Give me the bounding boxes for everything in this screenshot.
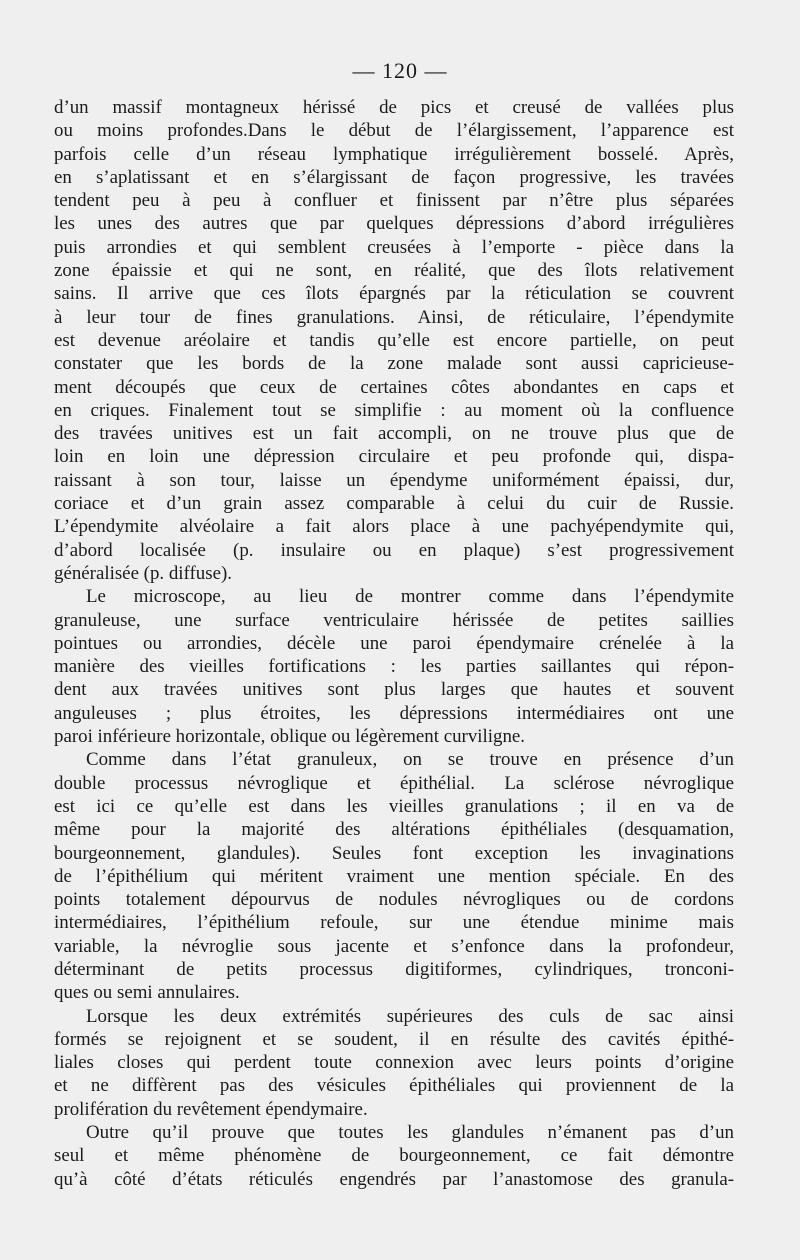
text-line: est devenue aréolaire et tandis qu’elle est encore partielle, on peut — [54, 329, 734, 351]
text-line: zone épaissie et qui ne sont, en réalité, que des îlots relativement — [54, 260, 734, 282]
text-line: Outre qu’il prouve que toutes les glandules n’émanent pas d’un — [86, 1122, 734, 1144]
paragraph — [54, 748, 734, 1004]
text-line: à leur tour de fines granulations. Ainsi, de réticulaire, l’épendymite — [54, 306, 734, 328]
paragraph — [54, 1005, 734, 1121]
text-line: Le microscope, au lieu de montrer comme dans l’épendymite — [86, 586, 734, 608]
text-line: puis arrondies et qui semblent creusées à l’emporte - pièce dans la — [54, 236, 734, 258]
text-line: en criques. Finalement tout se simplifie : au moment où la confluence — [54, 399, 734, 421]
text-line: points totalement dépourvus de nodules névrogliques ou de cordons — [54, 889, 734, 911]
text-line: liales closes qui perdent toute connexion avec leurs points d’origine — [54, 1052, 734, 1074]
text-line: Comme dans l’état granuleux, on se trouve en présence d’un — [86, 749, 734, 771]
text-line: généralisée (p. diffuse). — [54, 562, 232, 584]
text-line: manière des vieilles fortifications : les parties saillantes qui répon- — [54, 656, 734, 678]
text-line: de l’épithélium qui méritent vraiment une mention spéciale. En des — [54, 865, 734, 887]
text-line: déterminant de petits processus digitiformes, cylindriques, tronconi- — [54, 958, 734, 980]
text-line: formés se rejoignent et se soudent, il en résulte des cavités épithé- — [54, 1028, 734, 1050]
text-line: double processus névroglique et épithélial. La sclérose névroglique — [54, 772, 734, 794]
text-line: Lorsque les deux extrémités supérieures des culs de sac ainsi — [86, 1005, 734, 1027]
text-line: d’abord localisée (p. insulaire ou en plaque) s’est progressivement — [54, 539, 734, 561]
text-line: d’un massif montagneux hérissé de pics et creusé de vallées plus — [54, 97, 734, 118]
paragraph — [54, 96, 734, 585]
text-line: variable, la névroglie sous jacente et s’enfonce dans la profondeur, — [54, 935, 734, 957]
text-line: constater que les bords de la zone malade sont aussi capricieuse- — [54, 353, 734, 375]
text-line: parfois celle d’un réseau lymphatique irrégulièrement bosselé. Après, — [54, 143, 734, 165]
text-line: sains. Il arrive que ces îlots épargnés par la réticulation se couvrent — [54, 283, 734, 305]
text-line: loin en loin une dépression circulaire et peu profonde qui, dispa- — [54, 446, 734, 468]
text-line: L’épendymite alvéolaire a fait alors place à une pachyépendymite qui, — [54, 516, 734, 538]
text-line: pointues ou arrondies, décèle une paroi épendymaire crénelée à la — [54, 632, 734, 654]
text-line: granuleuse, une surface ventriculaire hérissée de petites saillies — [54, 609, 734, 631]
text-line: tendent peu à peu à confluer et finissent par n’être plus séparées — [54, 190, 734, 212]
text-line: ques ou semi annulaires. — [54, 982, 240, 1004]
text-line: même pour la majorité des altérations épithéliales (desquamation, — [54, 819, 734, 841]
text-line: prolifération du revêtement épendymaire. — [54, 1098, 368, 1120]
text-line: anguleuses ; plus étroites, les dépressions intermédiaires ont une — [54, 702, 734, 724]
text-line: ment découpés que ceux de certaines côtes abondantes en caps et — [54, 376, 734, 398]
text-line: bourgeonnement, glandules). Seules font exception les invaginations — [54, 842, 734, 864]
text-line: intermédiaires, l’épithélium refoule, sur une étendue minime mais — [54, 912, 734, 934]
text-line: les unes des autres que par quelques dépressions d’abord irrégulières — [54, 213, 734, 235]
text-line: qu’à côté d’états réticulés engendrés par l’anastomose des granula- — [54, 1168, 734, 1190]
text-line: dent aux travées unitives sont plus larges que hautes et souvent — [54, 679, 734, 701]
text-line: raissant à son tour, laisse un épendyme uniformément épaissi, dur, — [54, 469, 734, 491]
page-number: — 120 — — [352, 58, 448, 83]
text-line: seul et même phénomène de bourgeonnement, ce fait démontre — [54, 1145, 734, 1167]
paragraph — [54, 585, 734, 748]
text-line: des travées unitives est un fait accompli, on ne trouve plus que de — [54, 423, 734, 445]
text-line: en s’aplatissant et en s’élargissant de façon progressive, les travées — [54, 166, 734, 188]
text-line: est ici ce qu’elle est dans les vieilles granulations ; il en va de — [54, 795, 734, 817]
text-line: ou moins profondes.Dans le début de l’élargissement, l’apparence est — [54, 120, 734, 142]
paragraph — [54, 1121, 734, 1191]
body-text — [54, 96, 734, 1191]
text-line: paroi inférieure horizontale, oblique ou légèrement curviligne. — [54, 726, 526, 748]
text-line: coriace et d’un grain assez comparable à celui du cuir de Russie. — [54, 493, 734, 515]
text-line: et ne diffèrent pas des vésicules épithéliales qui proviennent de la — [54, 1075, 734, 1097]
